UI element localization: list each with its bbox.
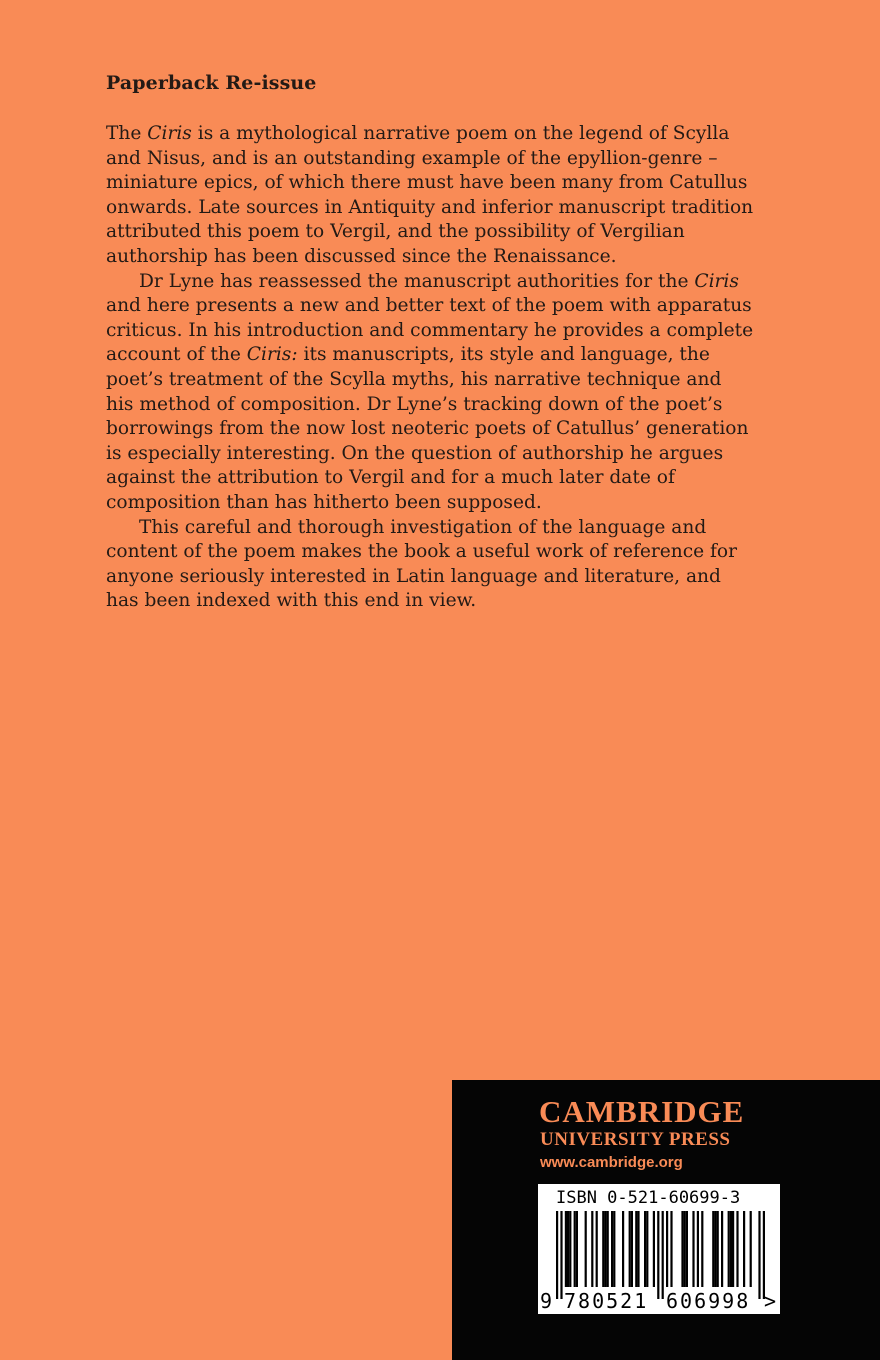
barcode-bar xyxy=(565,1211,567,1287)
ean-quiet-marker: > xyxy=(764,1289,777,1313)
italic-title: Ciris: xyxy=(246,344,298,366)
barcode-bar xyxy=(730,1211,732,1287)
barcode-bar xyxy=(653,1211,655,1287)
barcode-bar xyxy=(681,1211,683,1287)
barcode-bar xyxy=(591,1211,593,1287)
barcode-bar xyxy=(701,1211,703,1287)
text-run: This careful and thorough investigation of the language and content of the poem makes the book a useful work of reference for anyone seriously interested in Latin language and literature, and has been indexed with this end in view. xyxy=(106,516,738,612)
barcode-bar xyxy=(646,1211,648,1287)
text-run: and here presents a new and better text of the poem with apparatus criticus. In his introduction and commentary he provides a complete account of the xyxy=(106,295,754,366)
publisher-subtitle: UNIVERSITY PRESS xyxy=(540,1129,731,1150)
paragraph-1 xyxy=(106,122,754,270)
text-run: Dr Lyne has reassessed the manuscript authorities for the xyxy=(139,270,695,292)
barcode-bar xyxy=(613,1211,615,1287)
barcode-bar xyxy=(670,1211,672,1287)
barcode-bar xyxy=(635,1211,637,1287)
barcode-bar xyxy=(560,1211,562,1299)
barcode-bar xyxy=(692,1211,694,1287)
barcode-bar xyxy=(637,1211,639,1287)
publisher-name: CAMBRIDGE xyxy=(539,1094,745,1129)
barcode-bar xyxy=(602,1211,604,1287)
isbn-barcode xyxy=(538,1184,780,1314)
barcode-bar xyxy=(574,1211,576,1287)
barcode-bar xyxy=(604,1211,606,1287)
barcode-bar xyxy=(556,1211,558,1299)
text-run: is a mythological narrative poem on the legend of Scylla and Nisus, and is an outstanding example of the epyllion-genre – miniature epics, of which there must have been many from Catullus onwards. Late sources in Antiquity and inferior manuscript tradition attributed this poem to Vergil, and the possibility of Vergilian authorship has been discussed since the Renaissance. xyxy=(106,123,754,267)
description-text xyxy=(106,122,754,614)
isbn-number: ISBN 0-521-60699-3 xyxy=(556,1188,741,1208)
barcode-bar xyxy=(763,1211,765,1299)
italic-title: Ciris xyxy=(694,270,739,292)
barcode-bar xyxy=(662,1211,664,1299)
ean-right-digits: 606998 xyxy=(666,1289,751,1313)
barcode-bar xyxy=(697,1211,699,1287)
reissue-heading: Paperback Re-issue xyxy=(106,72,317,94)
barcode-bar xyxy=(585,1211,587,1287)
publisher-panel xyxy=(452,1080,880,1360)
publisher-url: www.cambridge.org xyxy=(540,1154,683,1171)
barcode-bar xyxy=(684,1211,686,1287)
barcode-bar xyxy=(717,1211,719,1287)
barcode-bar xyxy=(576,1211,578,1287)
text-run: its manuscripts, its style and language, the poet’s treatment of the Scylla myths, his narrative technique and his method of composition. Dr Lyne’s tracking down of the poet’s borrowings from the now lost neoteric poets of Catullus’ generation is especially interesting. On the question of authorship he argues against the attribution to Vergil and for a much later date of composition than has hitherto been supposed. xyxy=(106,344,749,513)
barcode-bar xyxy=(569,1211,571,1287)
ean-left-digits: 780521 xyxy=(564,1289,649,1313)
barcode-bar xyxy=(743,1211,745,1287)
barcode-bar xyxy=(567,1211,569,1287)
text-run: The xyxy=(106,123,148,144)
barcode-bar xyxy=(721,1211,723,1287)
barcode-bar xyxy=(631,1211,633,1287)
barcode-bar xyxy=(714,1211,716,1287)
paragraph-3 xyxy=(106,516,754,614)
barcode-bar xyxy=(732,1211,734,1287)
barcode-bar xyxy=(728,1211,730,1287)
barcode-graphic xyxy=(538,1184,780,1314)
ean-first-digit: 9 xyxy=(540,1289,553,1313)
barcode-bar xyxy=(629,1211,631,1287)
barcode-bar xyxy=(596,1211,598,1287)
paragraph-2 xyxy=(106,270,754,516)
barcode-bar xyxy=(644,1211,646,1287)
barcode-bar xyxy=(686,1211,688,1287)
barcode-bar xyxy=(750,1211,752,1287)
italic-title: Ciris xyxy=(147,123,192,144)
barcode-bar xyxy=(736,1211,738,1287)
barcode-bar xyxy=(712,1211,714,1287)
barcode-bar xyxy=(758,1211,760,1299)
barcode-bar xyxy=(657,1211,659,1299)
barcode-bar xyxy=(611,1211,613,1287)
barcode-bar xyxy=(607,1211,609,1287)
barcode-bar xyxy=(622,1211,624,1287)
barcode-bar xyxy=(666,1211,668,1287)
